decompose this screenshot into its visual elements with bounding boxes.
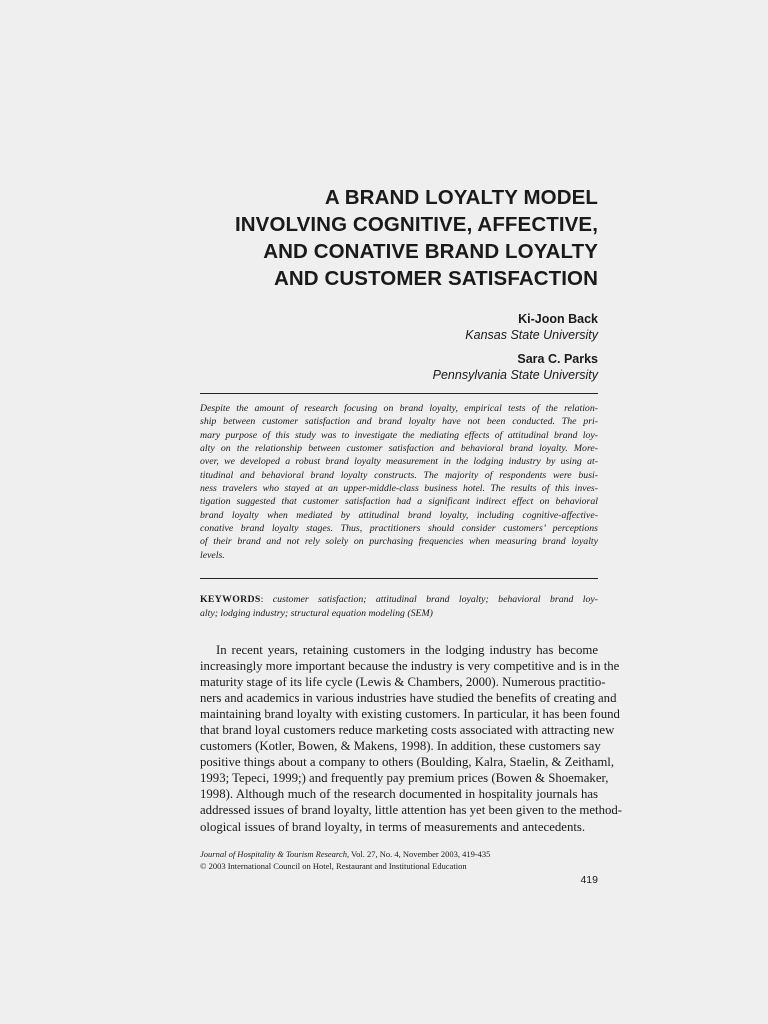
author-block [198,351,598,383]
journal-footer [200,848,598,872]
abstract-line: alty on the relationship between customer satisfaction and behavioral brand loyalty. More- [200,443,598,455]
abstract-top-rule [200,393,598,394]
body-line: 1998). Although much of the research documented in hospitality journals has [200,787,598,802]
body-line: increasingly more important because the industry is very competitive and is in the [200,659,620,674]
abstract-line: over, we developed a robust brand loyalty measurement in the lodging industry by using at- [200,456,598,468]
keywords [200,593,598,620]
journal-volume: , Vol. 27, No. 4, November 2003, 419-435 [346,849,491,859]
abstract-line: levels. [200,549,225,561]
journal-name: Journal of Hospitality & Tourism Research [200,849,347,859]
body-line: that brand loyal customers reduce marketing costs associated with attracting new [200,723,615,738]
abstract-line: ness travelers who stayed at an upper-middle-class business hotel. The results of this inves- [200,483,598,495]
abstract-line: mary purpose of this study was to investigate the mediating effects of attitudinal brand loy- [200,429,598,441]
author-affiliation: Kansas State University [465,328,598,342]
abstract-line: Despite the amount of research focusing on brand loyalty, empirical tests of the relation- [200,403,598,414]
body-line: addressed issues of brand loyalty, little attention has yet been given to the method- [200,803,623,818]
copyright-notice: © 2003 International Council on Hotel, Restaurant and Institutional Education [200,861,467,871]
author-name: Sara C. Parks [517,352,598,366]
abstract-line: of their brand and not rely solely on purchasing frequencies when measuring brand loyalty [200,536,598,548]
abstract-bottom-rule [200,578,598,579]
body-line: maturity stage of its life cycle (Lewis & Chambers, 2000). Numerous practitio- [200,675,606,690]
body-line: In recent years, retaining customers in the lodging industry has become [216,643,598,657]
body-line: maintaining brand loyalty with existing customers. In particular, it has been found [200,707,620,722]
keywords-label: KEYWORDS [200,594,261,605]
keywords-text: alty; lodging industry; structural equation modeling (SEM) [200,607,433,619]
title-line: AND CONATIVE BRAND LOYALTY [263,240,598,263]
page-number: 419 [580,874,598,886]
body-line: ological issues of brand loyalty, in terms of measurements and antecedents. [200,819,586,834]
keywords-line [200,607,598,621]
abstract-line: ship between customer satisfaction and brand loyalty have not been conducted. The pri- [200,416,598,428]
body-paragraph [200,642,623,835]
journal-citation [200,848,598,860]
body-line: positive things about a company to others (Boulding, Kalra, Staelin, & Zeithaml, [200,755,615,770]
abstract [200,402,598,562]
keywords-line: KEYWORDS: customer satisfaction; attitudinal brand loyalty; behavioral brand loy- [200,594,599,605]
body-line: customers (Kotler, Bowen, & Makens, 1998). In addition, these customers say [200,739,601,754]
abstract-line: tigation suggested that customer satisfaction had a significant indirect effect on behavioral [200,496,598,508]
article-title [98,184,598,292]
body-line: 1993; Tepeci, 1999;) and frequently pay premium prices (Bowen & Shoemaker, [200,771,609,786]
author-block [198,311,598,343]
author-name: Ki-Joon Back [518,312,598,326]
title-line: A BRAND LOYALTY MODEL [324,186,598,209]
title-line: AND CUSTOMER SATISFACTION [273,267,598,290]
body-line: ners and academics in various industries have studied the benefits of creating and [200,691,617,706]
title-line: INVOLVING COGNITIVE, AFFECTIVE, [234,213,598,236]
keywords-text: customer satisfaction; attitudinal brand loyalty; behavioral brand loy- [272,594,599,605]
author-affiliation: Pennsylvania State University [432,368,598,382]
abstract-line: brand loyalty when mediated by attitudinal brand loyalty, including cognitive-affective- [200,509,598,521]
abstract-line: titudinal and behavioral brand loyalty constructs. The majority of respondents were busi- [200,469,598,481]
abstract-line: conative brand loyalty stages. Thus, practitioners should consider customers’ perceptions [200,523,598,535]
